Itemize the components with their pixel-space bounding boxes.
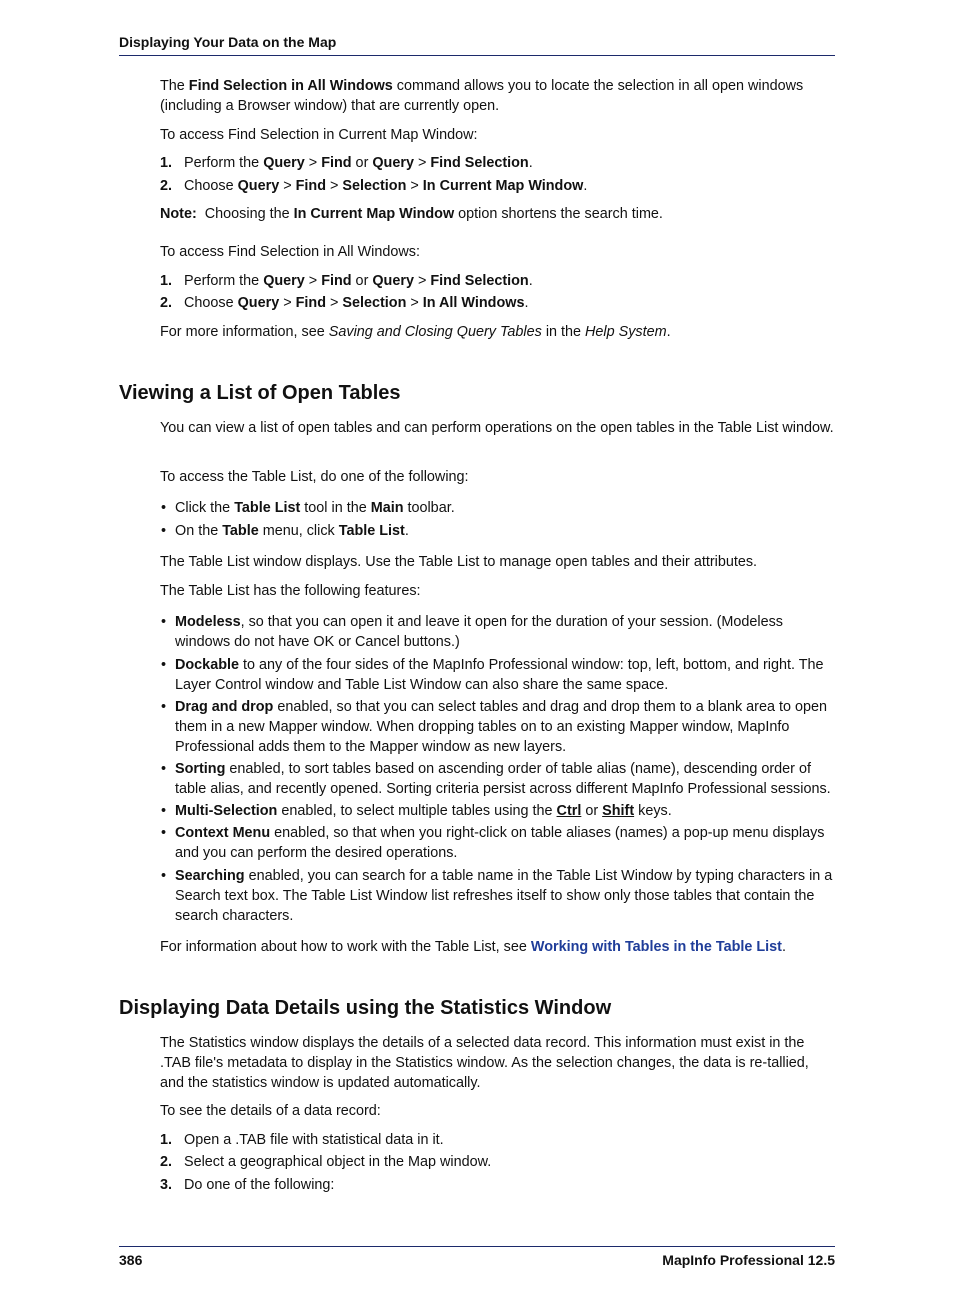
feature-searching: • Searching enabled, you can search for a table name in the Table List Window by typing characters in a Search text box. The Table List Window list refreshes itself to show only those tables that contain the search characters. [161, 868, 833, 924]
current-step-2: 2. Choose Query > Find > Selection > In Current Map Window. [160, 178, 588, 194]
bullet-mark: • [161, 657, 167, 673]
shift-key: Shift [602, 803, 635, 819]
bullet-mark: • [161, 699, 167, 715]
working-with-tables-link[interactable]: Working with Tables in the Table List [530, 939, 782, 955]
header-title: Displaying Your Data on the Map [119, 34, 337, 50]
all-step-1: 1. Perform the Query > Find or Query > Find Selection. [160, 273, 533, 289]
table-list-see-also: For information about how to work with the Table List, see Working with Tables in the Table List. [160, 939, 786, 955]
bullet-mark: • [161, 523, 167, 539]
all-windows-access-text: To access Find Selection in All Windows: [160, 244, 420, 260]
statistics-p1: The Statistics window displays the details of a selected data record. This information must exist in the .TAB file's metadata to display in the Statistics window. As the selection changes, the data is re-tallied, and the statistics window is updated automatically. [160, 1035, 809, 1091]
stat-step-3: 3. Do one of the following: [160, 1177, 335, 1193]
page-number: 386 [119, 1252, 143, 1268]
stat-step-1: 1. Open a .TAB file with statistical data in it. [160, 1132, 444, 1148]
open-tables-p2: To access the Table List, do one of the following: [160, 469, 469, 485]
find-selection-intro: The Find Selection in All Windows command allows you to locate the selection in all open windows (including a Browser window) that are currently open. [160, 78, 804, 114]
running-footer [119, 1246, 835, 1270]
feature-modeless: • Modeless, so that you can open it and leave it open for the duration of your session. (Modeless windows do not have OK or Cancel buttons.) [161, 614, 783, 650]
statistics-p2: To see the details of a data record: [160, 1103, 381, 1119]
feature-sorting: • Sorting enabled, to sort tables based on ascending order of table alias (name), descending order of table alias, and recently opened. Sorting criteria persist across different MapInfo Professional sessions. [161, 761, 831, 797]
current-step-1: 1. Perform the Query > Find or Query > Find Selection. [160, 155, 533, 171]
stat-step-2: 2. Select a geographical object in the Map window. [160, 1154, 492, 1170]
feature-drag-drop: • Drag and drop enabled, so that you can select tables and drag and drop them to a blank area to open them in a new Mapper window. When dropping tables on to an existing Mapper window, MapInfo Professional adds them to the Mapper window as new layers. [161, 699, 827, 755]
bullet-mark: • [161, 761, 167, 777]
open-tables-p3: The Table List window displays. Use the Table List to manage open tables and their attributes. [160, 554, 758, 570]
feature-context-menu: • Context Menu enabled, so that when you right-click on table aliases (names) a pop-up menu displays and you can perform the desired operations. [161, 825, 825, 861]
ctrl-key: Ctrl [556, 803, 582, 819]
current-window-access-text: To access Find Selection in Current Map Window: [160, 127, 478, 143]
feature-dockable: • Dockable to any of the four sides of the MapInfo Professional window: top, left, bottom, and right. The Layer Control window and Table List Window can also share the same space. [161, 657, 824, 693]
bullet-mark: • [161, 868, 167, 884]
access-bullet-1: • Click the Table List tool in the Main toolbar. [161, 500, 455, 516]
bullet-mark: • [161, 803, 167, 819]
bullet-mark: • [161, 614, 167, 630]
feature-multi-selection: • Multi-Selection enabled, to select multiple tables using the Ctrl or Shift keys. [161, 803, 672, 819]
all-step-2: 2. Choose Query > Find > Selection > In All Windows. [160, 295, 529, 311]
bullet-mark: • [161, 500, 167, 516]
open-tables-p1: You can view a list of open tables and can perform operations on the open tables in the Table List window. [160, 420, 834, 436]
heading-open-tables: Viewing a List of Open Tables [119, 382, 401, 404]
open-tables-p4: The Table List has the following features: [160, 583, 421, 599]
running-header [119, 32, 835, 56]
bullet-mark: • [161, 825, 167, 841]
more-info-text: For more information, see Saving and Closing Query Tables in the Help System. [160, 324, 671, 340]
heading-statistics-window: Displaying Data Details using the Statistics Window [119, 997, 612, 1019]
note: Note: Choosing the In Current Map Window option shortens the search time. [160, 206, 663, 222]
product-name: MapInfo Professional 12.5 [662, 1252, 835, 1268]
access-bullet-2: • On the Table menu, click Table List. [161, 523, 409, 539]
